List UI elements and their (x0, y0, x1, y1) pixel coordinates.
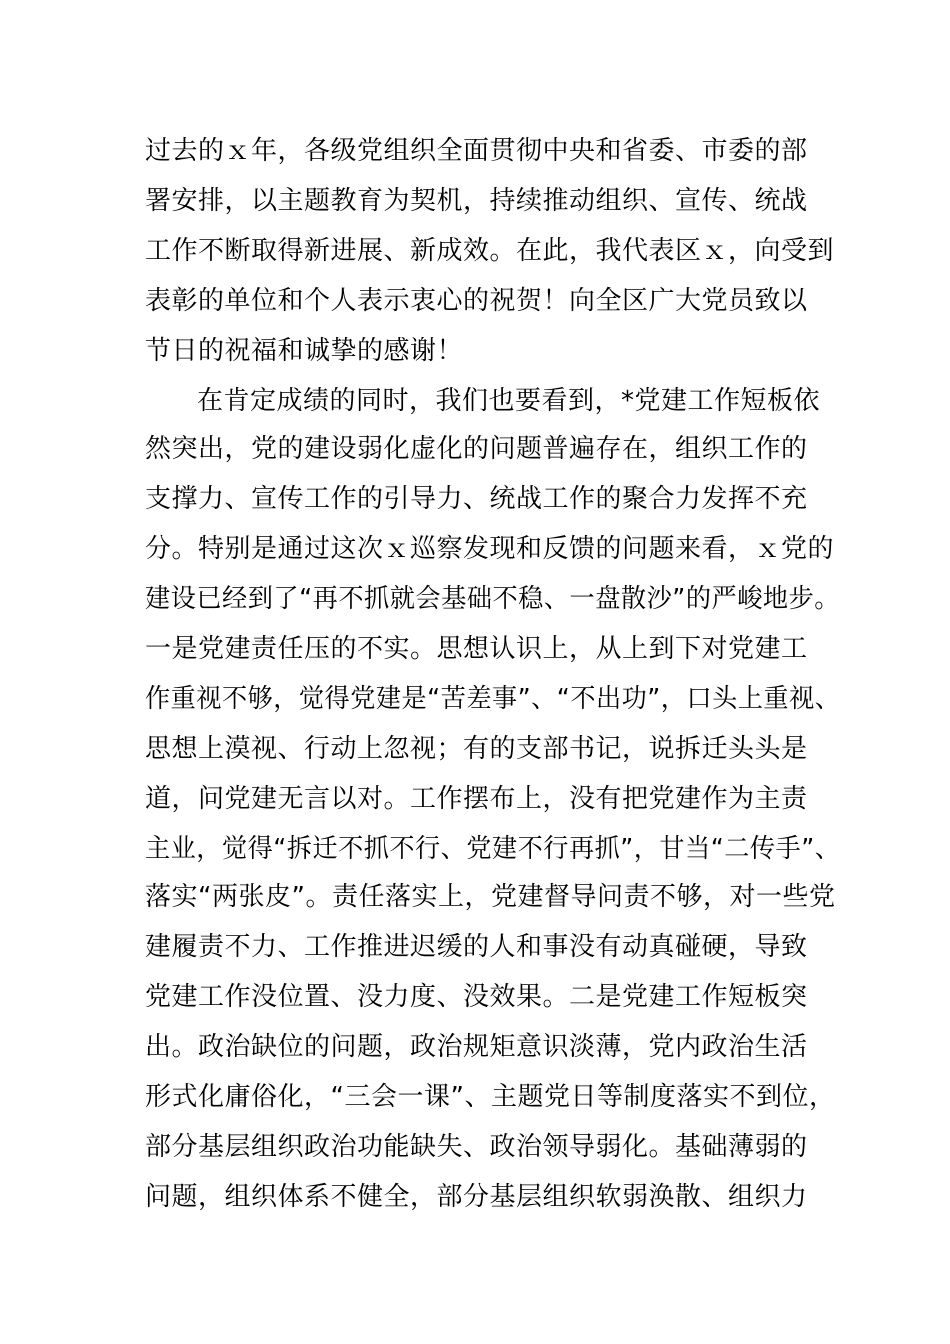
text-line: 党建工作没位置、没力度、没效果。二是党建工作短板突 (145, 982, 808, 1012)
text-line: 过去的ｘ年，各级党组织全面贯彻中央和省委、市委的部 (145, 136, 808, 166)
text-line: 道，问党建无言以对。工作摆布上，没有把党建作为主责 (145, 784, 808, 814)
text-line: 工作不断取得新进展、新成效。在此，我代表区ｘ，向受到 (145, 236, 835, 266)
text-line: 落实“两张皮”。责任落实上，党建督导问责不够，对一些党 (145, 882, 836, 912)
text-line: 思想上漠视、行动上忽视；有的支部书记，说拆迁头头是 (145, 734, 808, 764)
text-line: 建履责不力、工作推进迟缓的人和事没有动真碰硬，导致 (145, 932, 808, 962)
text-line: 分。特别是通过这次ｘ巡察发现和反馈的问题来看，ｘ党的 (145, 534, 835, 564)
text-line: 部分基层组织政治功能缺失、政治领导弱化。基础薄弱的 (145, 1132, 808, 1162)
text-line: 署安排，以主题教育为契机，持续推动组织、宣传、统战 (145, 186, 808, 216)
text-line: 主业，觉得“拆迁不抓不行、党建不行再抓”，甘当“二传手”、 (145, 834, 841, 864)
text-line: 表彰的单位和个人表示衷心的祝贺！向全区广大党员致以 (145, 286, 808, 316)
text-line: 支撑力、宣传工作的引导力、统战工作的聚合力发挥不充 (145, 484, 808, 514)
text-line: 作重视不够，觉得党建是“苦差事”、“不出功”，口头上重视、 (145, 684, 841, 714)
text-line: 形式化庸俗化，“三会一课”、主题党日等制度落实不到位， (145, 1082, 836, 1112)
paragraph-start-line: 在肯定成绩的同时，我们也要看到，*党建工作短板依 (197, 386, 821, 416)
text-line: 然突出，党的建设弱化虚化的问题普遍存在，组织工作的 (145, 434, 808, 464)
text-line: 建设已经到了“再不抓就会基础不稳、一盘散沙”的严峻地步。 (145, 584, 840, 614)
text-line: 出。政治缺位的问题，政治规矩意识淡薄，党内政治生活 (145, 1032, 808, 1062)
text-line: 问题，组织体系不健全，部分基层组织软弱涣散、组织力 (145, 1182, 808, 1212)
text-line: 节日的祝福和诚挚的感谢！ (145, 336, 464, 366)
text-line: 一是党建责任压的不实。思想认识上，从上到下对党建工 (145, 634, 808, 664)
